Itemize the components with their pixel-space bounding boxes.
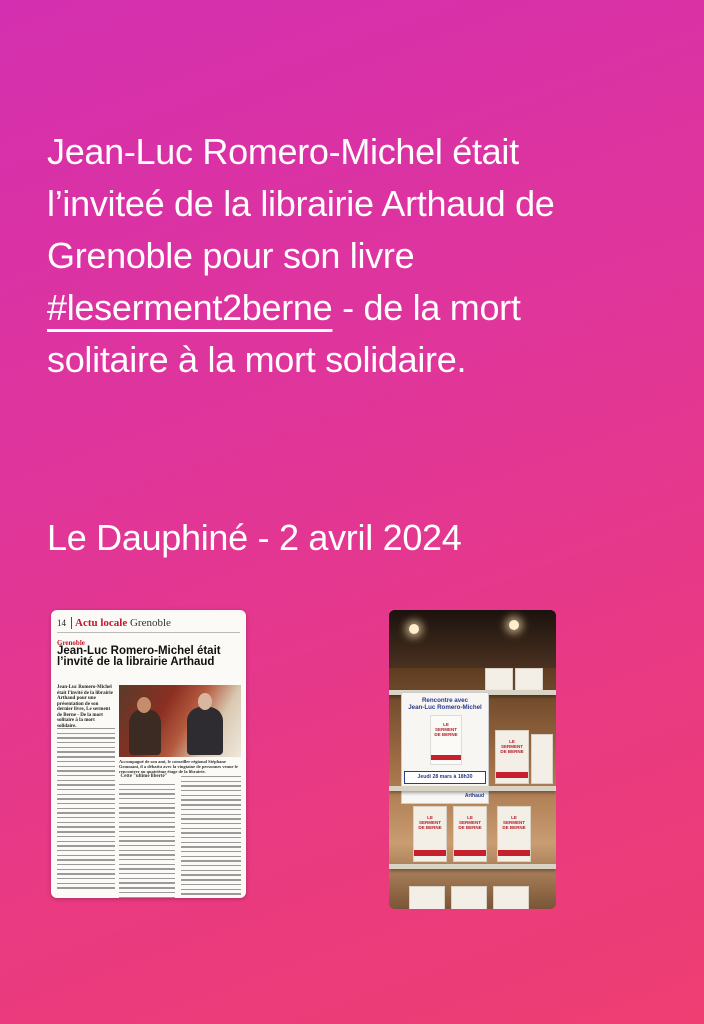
hashtag-link[interactable]: #leserment2berne (47, 287, 333, 328)
book-cover (515, 668, 543, 692)
book-cover (409, 886, 445, 909)
article-title-line-2: l’invité de la librairie Arthaud (57, 656, 215, 668)
book-band (454, 850, 486, 856)
bookstore-photo[interactable] (389, 610, 556, 909)
caption-line-1: Jean-Luc Romero-Michel était (47, 131, 519, 172)
book-title: LE SERMENT DE BERNE (418, 815, 442, 830)
article-photo (119, 685, 241, 757)
ceiling-light (509, 620, 519, 630)
caption-line-5: solitaire à la mort solidaire. (47, 339, 467, 380)
article-text-column-2 (119, 784, 175, 898)
poster-title-line-1: Rencontre avec (421, 697, 469, 704)
poster-book-title: LE SERMENT DE BERNE (434, 722, 458, 737)
shelf (389, 864, 556, 869)
clipping-header (57, 616, 240, 633)
section-label (71, 617, 171, 629)
caption-line-4-rest: - de la mort (332, 287, 521, 328)
ceiling-light (409, 624, 419, 634)
photo-caption: Accompagné de son ami, le conseiller régional Stéphane Gemmani, il a débattu avec la vingtaine de personnes venue le rencontrer au quatrième étage de la librairie. (119, 759, 238, 774)
article-text-column-1 (57, 728, 115, 892)
person-left (129, 709, 161, 755)
poster-date: Jeudi 28 mars à 18h30 (404, 771, 486, 784)
book-band (498, 850, 530, 856)
book-band (431, 755, 461, 760)
caption-line-2: l’inviteé de la librairie Arthaud de (47, 183, 555, 224)
book-title: LE SERMENT DE BERNE (500, 739, 524, 754)
article-title-line-1: Jean-Luc Romero-Michel était (57, 645, 221, 657)
section-name: Actu locale (75, 617, 128, 629)
poster-title-line-2: Jean-Luc Romero-Michel (408, 704, 482, 711)
book-cover (453, 806, 487, 862)
poster-book-cover (430, 715, 462, 765)
page-number: 14 (57, 618, 66, 628)
book-cover (497, 806, 531, 862)
article-title (57, 646, 243, 668)
book-band (414, 850, 446, 856)
section-city: Grenoble (129, 617, 171, 629)
poster-title (404, 697, 486, 711)
city-tag: Grenoble (57, 639, 85, 647)
book-band (496, 772, 528, 778)
store-ceiling (389, 610, 556, 668)
book-cover (485, 668, 513, 692)
caption-line-3: Grenoble pour son livre (47, 235, 415, 276)
article-text-column-3 (181, 776, 241, 898)
book-cover (413, 806, 447, 862)
book-cover (531, 734, 553, 784)
newspaper-clipping[interactable] (51, 610, 246, 898)
shelf (389, 786, 556, 791)
book-cover (451, 886, 487, 909)
poster-logo: Arthaud (464, 793, 484, 799)
book-title: LE SERMENT DE BERNE (502, 815, 526, 830)
article-subhead: Cette "ultime liberté" (120, 774, 168, 779)
book-cover (493, 886, 529, 909)
book-cover (495, 730, 529, 784)
caption-line-4 (47, 282, 667, 334)
article-lead: Jean-Luc Romero-Michel était l’invité de la librairie Arthaud pour une présentation de son dernier livre, Le serment de Berne - De la mort solitaire à la mort solidaire. (57, 685, 113, 729)
person-right (187, 707, 223, 755)
book-title: LE SERMENT DE BERNE (458, 815, 482, 830)
source-credit: Le Dauphiné - 2 avril 2024 (47, 517, 462, 558)
story-caption (47, 126, 667, 386)
